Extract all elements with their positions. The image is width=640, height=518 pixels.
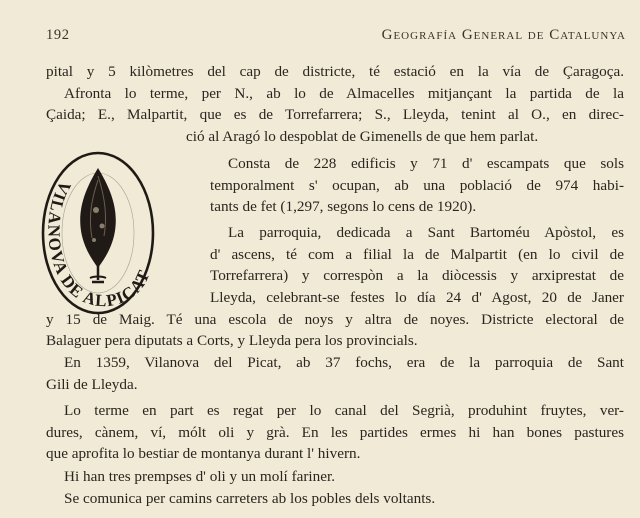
- text-line-5: Consta de 228 edificis y 71 d' escampats que sols: [228, 155, 624, 172]
- text-line-18: que aprofita lo bestiar de montanya durant l' hivern.: [46, 445, 361, 462]
- page-number: 192: [46, 27, 70, 43]
- municipal-seal: [40, 150, 158, 316]
- text-line-1: pital y 5 kilòmetres del cap de districte, té estació en la vía de Çaragoça.: [46, 63, 624, 80]
- text-line-2: Afronta lo terme, per N., ab lo de Almacelles mitjançant la partida de la: [64, 85, 624, 102]
- text-line-8: La parroquia, dedicada a Sant Bartoméu Apòstol, es: [228, 224, 624, 241]
- text-line-3: Çaida; E., Malpartit, que es de Torrefarrera; S., Lleyda, tenint al O., en direc-: [46, 106, 624, 123]
- text-line-9: d' ascens, té com a filial la de Malpartit (en lo civil de: [210, 246, 624, 263]
- text-line-20: Se comunica per camins carreters ab los pobles dels voltants.: [64, 490, 436, 507]
- seal-inscription: VILANOVA DE ALPICAT: [44, 177, 154, 311]
- running-title: Geografía General de Catalunya: [381, 27, 626, 43]
- page-header: [40, 27, 626, 47]
- text-line-6: temporalment s' ocupan, ab una població de 974 habi-: [210, 177, 624, 194]
- text-line-14: En 1359, Vilanova del Picat, ab 37 fochs, era de la parroquia de Sant: [64, 354, 624, 371]
- text-line-19: Hi han tres prempses d' oli y un molí fariner.: [64, 468, 335, 485]
- text-line-4: ció al Aragó lo despoblat de Gimenells de que hem parlat.: [186, 128, 539, 145]
- text-line-12: y 15 de Maig. Té una escola de noys y altra de noyes. Districte electoral de: [46, 311, 624, 328]
- text-line-13: Balaguer pera diputats a Corts, y Lleyda pera los provincials.: [46, 332, 418, 349]
- leaf-emblem: [80, 168, 116, 282]
- text-line-7: tants de fet (1,297, segons lo cens de 1920).: [210, 198, 477, 215]
- text-line-10: Torrefarrera) y correspòn a la diòcessis y arxiprestat de: [210, 267, 624, 284]
- text-line-17: dures, cànem, ví, mólt oli y grà. En les partides ermes hi han bones pastures: [46, 424, 624, 441]
- text-line-11: Lleyda, celebrant-se festes lo día 24 d' Agost, 20 de Janer: [210, 289, 624, 306]
- text-line-16: Lo terme en part es regat per lo canal del Segrià, produhint fruytes, ver-: [64, 402, 624, 419]
- text-line-15: Gili de Lleyda.: [46, 376, 138, 393]
